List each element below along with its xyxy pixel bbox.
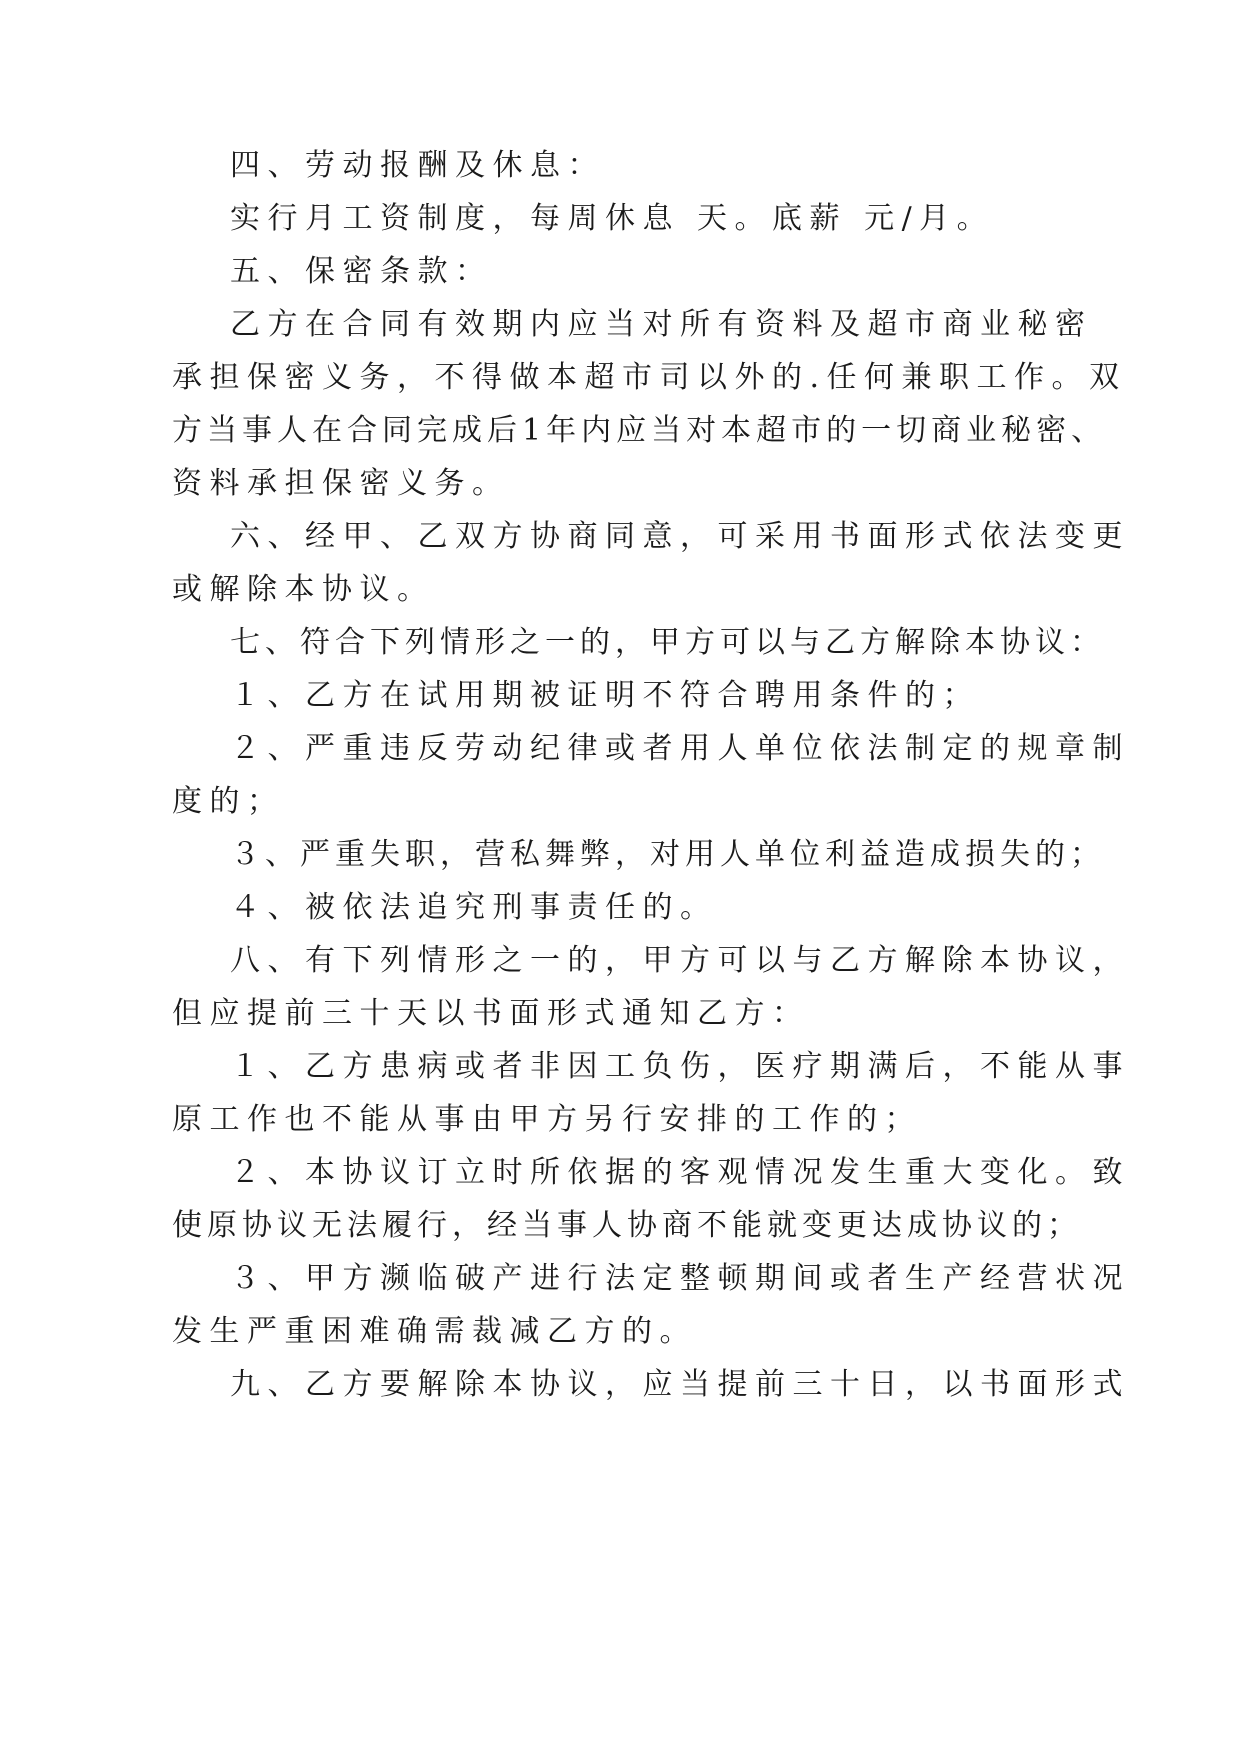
paragraph-line: 使原协议无法履行，经当事人协商不能就变更达成协议的；: [172, 1208, 1082, 1243]
list-item: ３、严重失职，营私舞弊，对用人单位利益造成损失的；: [230, 837, 1105, 872]
clause-nine: 九、乙方要解除本协议，应当提前三十日，以书面形式: [230, 1367, 1130, 1402]
clause-seven: 七、符合下列情形之一的，甲方可以与乙方解除本协议：: [230, 625, 1105, 660]
list-item: ４、被依法追究刑事责任的。: [230, 890, 718, 925]
paragraph-line: 或解除本协议。: [172, 572, 435, 607]
paragraph-line: 但应提前三十天以书面形式通知乙方：: [172, 996, 810, 1031]
clause-six: 六、经甲、乙双方协商同意，可采用书面形式依法变更: [230, 519, 1130, 554]
heading-five: 五、保密条款：: [230, 254, 493, 289]
list-item: １、乙方患病或者非因工负伤，医疗期满后，不能从事: [230, 1049, 1130, 1084]
paragraph-line: 方当事人在合同完成后1年内应当对本超市的一切商业秘密、: [172, 413, 1107, 448]
paragraph-line: 承担保密义务，不得做本超市司以外的.任何兼职工作。双: [172, 360, 1127, 395]
paragraph-line: 实行月工资制度，每周休息 天。底薪 元/月。: [230, 201, 995, 236]
paragraph-line: 度的；: [172, 784, 285, 819]
paragraph-line: 发生严重困难确需裁减乙方的。: [172, 1314, 697, 1349]
list-item: ３、甲方濒临破产进行法定整顿期间或者生产经营状况: [230, 1261, 1130, 1296]
list-item: ２、本协议订立时所依据的客观情况发生重大变化。致: [230, 1155, 1130, 1190]
list-item: ２、严重违反劳动纪律或者用人单位依法制定的规章制: [230, 731, 1130, 766]
paragraph-line: 乙方在合同有效期内应当对所有资料及超市商业秘密: [230, 307, 1093, 342]
paragraph-line: 原工作也不能从事由甲方另行安排的工作的；: [172, 1102, 922, 1137]
paragraph-line: 资料承担保密义务。: [172, 466, 510, 501]
heading-four: 四、劳动报酬及休息：: [230, 148, 605, 183]
clause-eight: 八、有下列情形之一的，甲方可以与乙方解除本协议，: [230, 943, 1130, 978]
list-item: １、乙方在试用期被证明不符合聘用条件的；: [230, 678, 980, 713]
